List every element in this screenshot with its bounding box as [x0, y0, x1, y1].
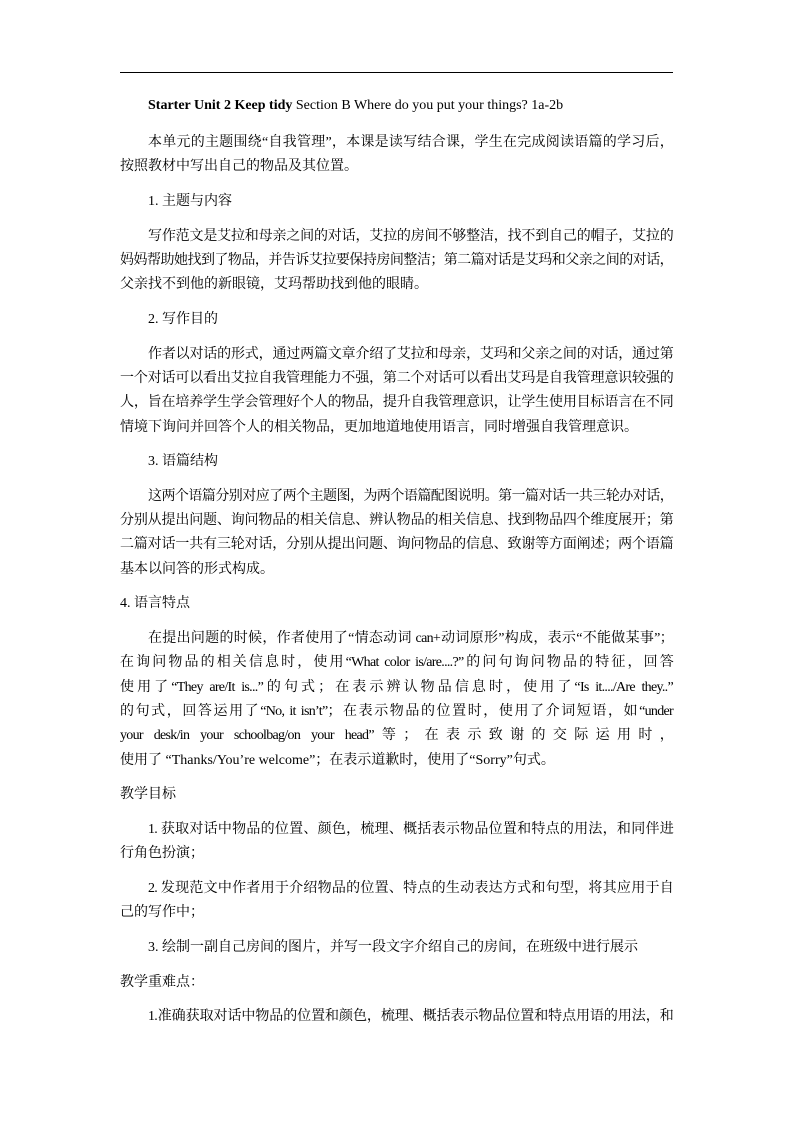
objective-item [120, 936, 673, 960]
section-paragraph-topic [120, 225, 673, 298]
paragraph-line: 在询问物品的相关信息时，使用“What color is/are....?”的问句询问物品的特征，回答 [120, 655, 673, 671]
paragraph-line: your desk/in your schoolbag/on your head”等；在表示致谢的交际运用时， [120, 728, 673, 744]
paragraph-line: 人，旨在培养学生学会管理好个人的物品，提升自我管理意识，让学生使用目标语言在不同 [120, 395, 673, 411]
section-paragraph-language [120, 627, 673, 773]
paragraph-line: 父亲找不到他的新眼镜，艾玛帮助找到他的眼睛。 [120, 277, 428, 293]
section-heading-purpose: 2. 写作目的 [148, 311, 218, 327]
section-heading-topic: 1. 主题与内容 [148, 193, 232, 209]
paragraph-line: 这两个语篇分别对应了两个主题图，为两个语篇配图说明。第一篇对话一共三轮办对话， [148, 488, 673, 504]
key-point-item [120, 1005, 673, 1029]
paragraph-line: 己的写作中； [120, 905, 204, 921]
paragraph-line: 3. 绘制一副自己房间的图片，并写一段文字介绍自己的房间，在班级中进行展示 [148, 939, 638, 955]
paragraph-line: 一个对话可以看出艾拉自我管理能力不强，第二个对话可以看出艾玛是自我管理意识较强的 [120, 370, 673, 386]
objective-item [120, 877, 673, 926]
paragraph-line: 使用了 “Thanks/You’re welcome”；在表示道歉时，使用了“Sorry”句式。 [120, 752, 555, 768]
paragraph-line: 行角色扮演； [120, 846, 204, 862]
objective-item [120, 818, 673, 867]
paragraph-line: 基本以问答的形式构成。 [120, 561, 274, 577]
section-heading-structure: 3. 语篇结构 [148, 454, 218, 470]
paragraph-line: 写作范文是艾拉和母亲之间的对话，艾拉的房间不够整洁，找不到自己的帽子，艾拉的 [148, 228, 673, 244]
lesson-title [120, 94, 673, 118]
paragraph-line: 妈妈帮助她找到了物品，并告诉艾拉要保持房间整洁；第二篇对话是艾玛和父亲之间的对话， [120, 252, 673, 268]
objectives-heading: 教学目标 [120, 787, 176, 803]
paragraph-line: 使用了“They are/It is...”的句式；在表示辨认物品信息时，使用了“Is it..../Are they..” [120, 679, 673, 695]
paragraph-line: 分别从提出问题、询问物品的相关信息、辨认物品的相关信息、找到物品四个维度展开；第 [120, 513, 673, 529]
paragraph-line: 的句式，回答运用了“No, it isn’t”；在表示物品的位置时，使用了介词短语，如“under [120, 704, 673, 720]
lesson-title-unit: Starter Unit 2 Keep tidy [148, 98, 293, 113]
paragraph-line: 1.准确获取对话中物品的位置和颜色，梳理、概括表示物品位置和特点用语的用法，和 [148, 1009, 673, 1025]
intro-paragraph [120, 131, 673, 180]
paragraph-line: 2. 发现范文中作者用于介绍物品的位置、特点的生动表达方式和句型，将其应用于自 [148, 881, 673, 896]
document-body [120, 94, 673, 1040]
paragraph-line: 二篇对话一共有三轮对话，分别从提出问题、询问物品的信息、致谢等方面阐述；两个语篇 [120, 537, 673, 553]
section-paragraph-structure [120, 485, 673, 582]
header-rule [120, 72, 673, 73]
section-heading-language: 4. 语言特点 [120, 596, 190, 612]
paragraph-line: 在提出问题的时候，作者使用了“情态动词 can+动词原形”构成，表示“不能做某事”； [148, 631, 673, 647]
key-points-heading: 教学重难点： [120, 974, 204, 990]
paragraph-line: 按照教材中写出自己的物品及其位置。 [120, 159, 358, 175]
paragraph-line: 作者以对话的形式，通过两篇文章介绍了艾拉和母亲，艾玛和父亲之间的对话，通过第 [148, 346, 673, 362]
section-paragraph-purpose [120, 343, 673, 440]
paragraph-line: 情境下询问并回答个人的相关物品，更加地道地使用语言，同时增强自我管理意识。 [120, 419, 638, 435]
paragraph-line: 1. 获取对话中物品的位置、颜色，梳理、概括表示物品位置和特点的用法，和同伴进 [148, 822, 673, 838]
lesson-title-section: Section B Where do you put your things? 1a-2b [295, 98, 564, 113]
paragraph-line: 本单元的主题围绕“自我管理”，本课是读写结合课，学生在完成阅读语篇的学习后， [148, 134, 673, 150]
